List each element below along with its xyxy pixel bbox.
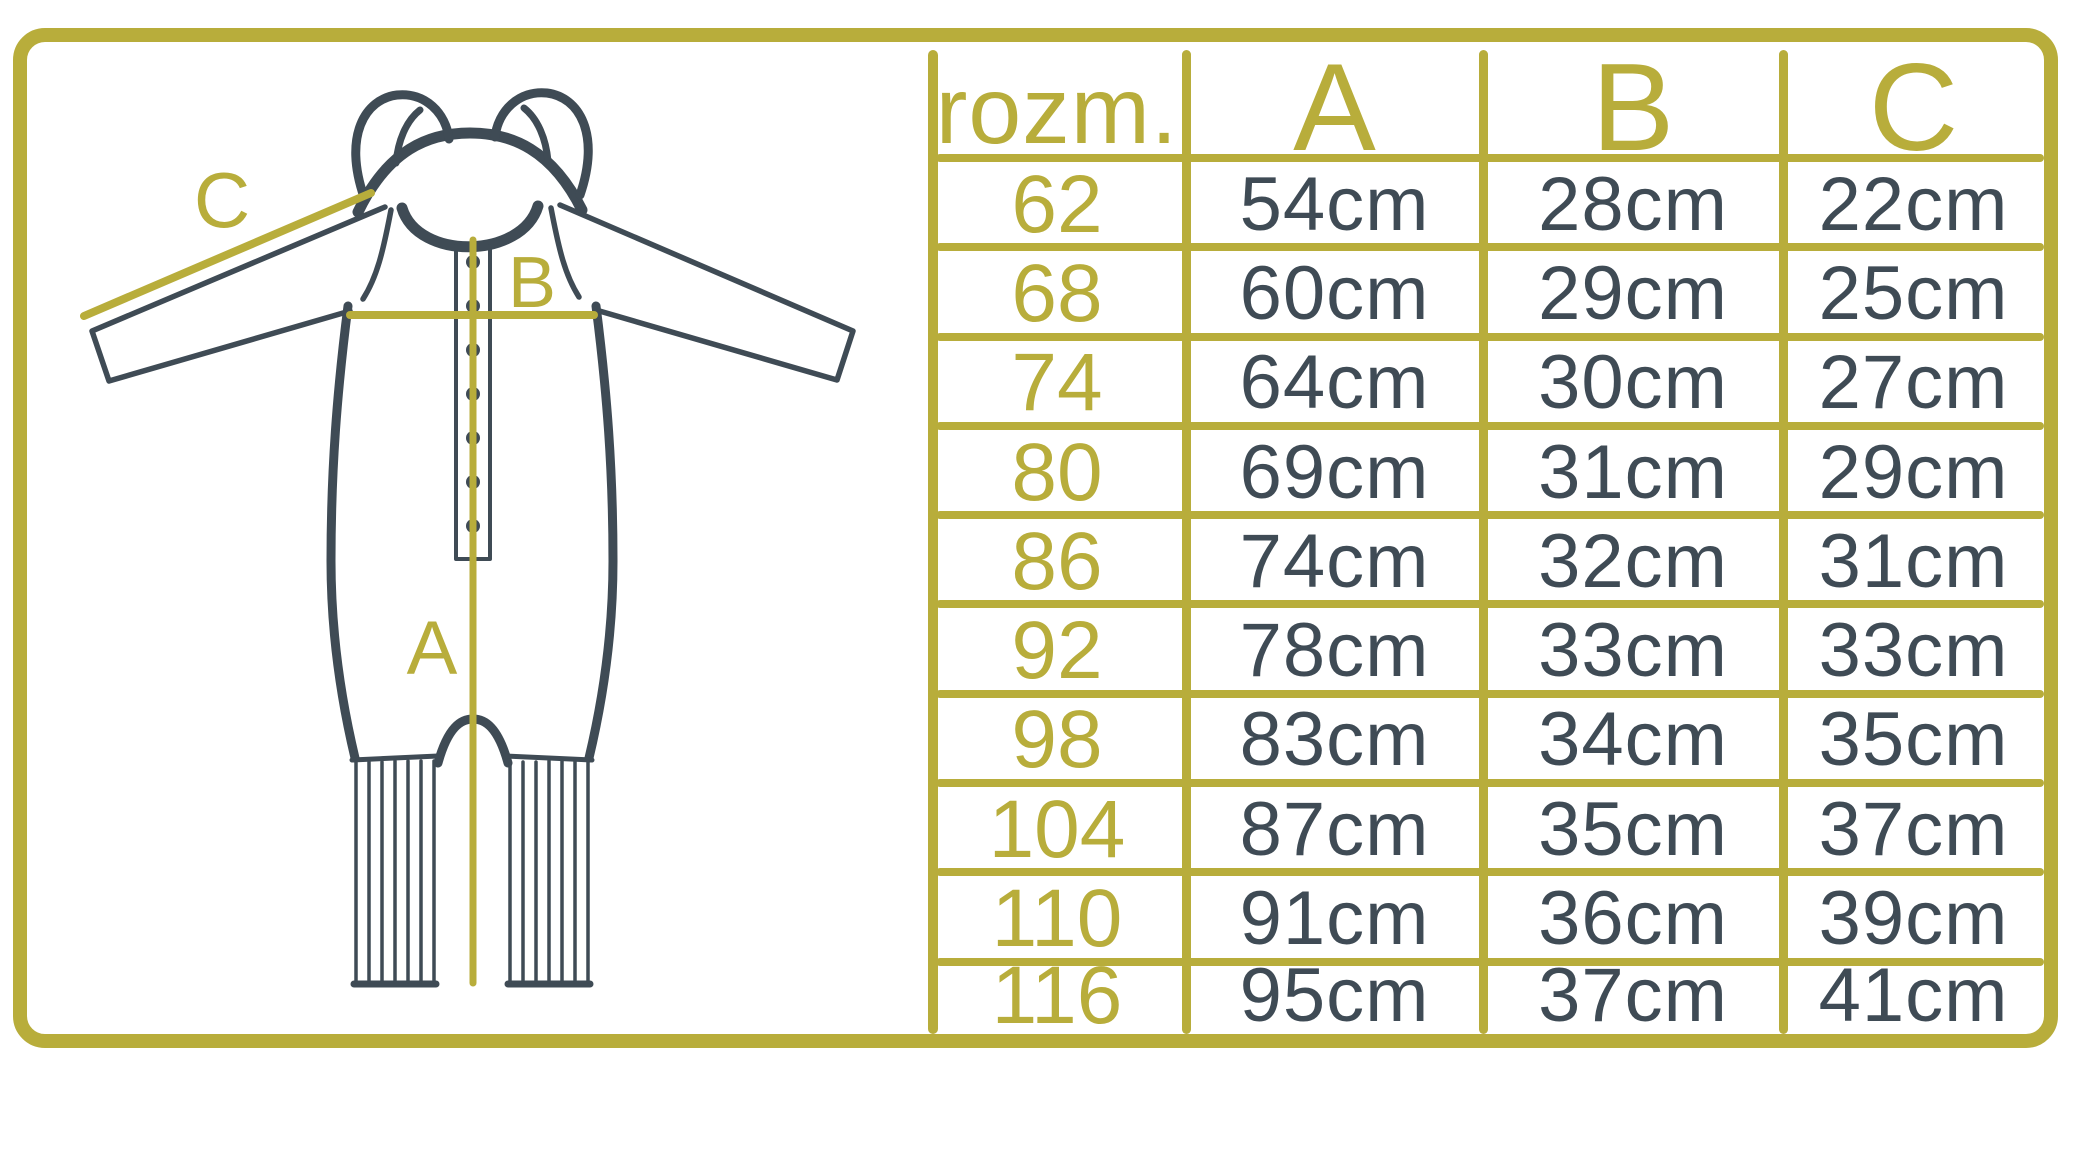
cell-a: 54cm xyxy=(1239,161,1430,247)
row-size: 68 xyxy=(1011,247,1103,339)
cell-a: 83cm xyxy=(1239,697,1430,783)
label-b: B xyxy=(507,243,557,323)
row-size: 62 xyxy=(1011,158,1103,250)
cell-c: 29cm xyxy=(1818,429,2009,515)
cell-b: 34cm xyxy=(1538,697,1728,783)
row-size: 110 xyxy=(991,873,1123,965)
row-size: 80 xyxy=(1011,426,1103,518)
cell-a: 78cm xyxy=(1239,608,1430,694)
cell-c: 37cm xyxy=(1818,786,2009,872)
label-c: C xyxy=(193,156,251,244)
cell-c: 41cm xyxy=(1818,953,2009,1039)
cell-b: 33cm xyxy=(1538,608,1728,694)
cell-b: 37cm xyxy=(1538,953,1728,1039)
row-size: 116 xyxy=(991,950,1123,1042)
cell-a: 60cm xyxy=(1239,250,1430,336)
cell-c: 39cm xyxy=(1818,876,2009,962)
cell-b: 30cm xyxy=(1538,340,1728,426)
row-size: 86 xyxy=(1011,515,1103,607)
row-size: 104 xyxy=(988,783,1126,875)
cell-b: 36cm xyxy=(1538,876,1728,962)
row-size: 98 xyxy=(1011,694,1103,786)
cell-a: 87cm xyxy=(1239,786,1430,872)
cell-c: 33cm xyxy=(1818,608,2009,694)
cell-a: 64cm xyxy=(1239,340,1430,426)
cell-a: 95cm xyxy=(1239,953,1430,1039)
header-b: B xyxy=(1591,38,1675,177)
row-size: 92 xyxy=(1011,605,1103,697)
left-cuff-ribbing xyxy=(356,761,434,982)
cell-c: 25cm xyxy=(1818,250,2009,336)
cell-c: 35cm xyxy=(1818,697,2009,783)
left-armhole-path xyxy=(363,210,391,299)
left-side-seam-path xyxy=(331,306,355,758)
cell-c: 22cm xyxy=(1818,161,2009,247)
cell-c: 31cm xyxy=(1818,518,2009,604)
header-a: A xyxy=(1293,38,1376,177)
row-size: 74 xyxy=(1011,337,1103,429)
cell-a: 74cm xyxy=(1239,518,1430,604)
cell-b: 31cm xyxy=(1538,429,1728,515)
cell-a: 91cm xyxy=(1239,876,1430,962)
cell-b: 29cm xyxy=(1538,250,1728,336)
header-c: C xyxy=(1868,38,1959,177)
cell-b: 28cm xyxy=(1538,161,1728,247)
right-cuff-ribbing xyxy=(510,761,588,982)
cell-b: 32cm xyxy=(1538,518,1728,604)
header-size: rozm. xyxy=(935,58,1179,164)
cell-c: 27cm xyxy=(1818,340,2009,426)
right-side-seam-path xyxy=(589,306,613,758)
cell-b: 35cm xyxy=(1538,786,1728,872)
label-a: A xyxy=(406,606,458,691)
size-table xyxy=(928,38,2044,1042)
cell-a: 69cm xyxy=(1239,429,1430,515)
